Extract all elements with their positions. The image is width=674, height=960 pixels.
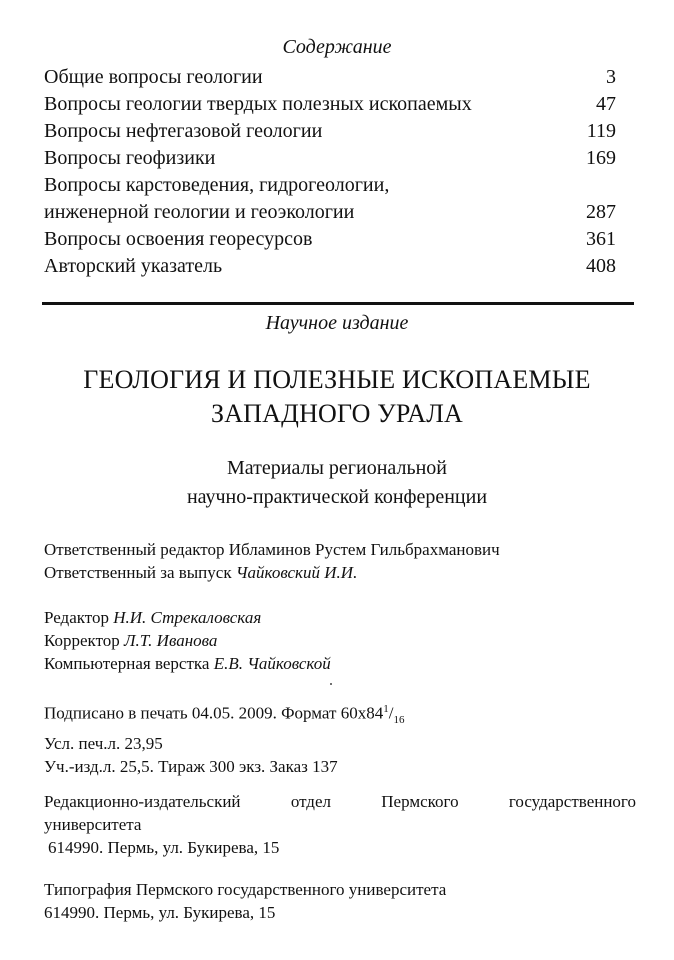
toc-page-number: 119 [586,120,616,142]
toc-page-number: 169 [586,147,616,169]
typography-info [44,878,636,924]
editor-line [44,606,636,629]
toc-title: Содержание [282,36,392,58]
book-subtitle [0,454,674,512]
typography-name: Типография Пермского государственного университета [44,880,447,899]
print-speck [330,683,332,685]
chief-editor-label: Ответственный редактор [44,540,225,559]
print-details [44,698,636,778]
table-of-contents [44,64,616,280]
toc-label: инженерной геологии и геоэкологии [44,201,355,223]
editorial-staff [44,606,636,675]
book-subtitle-line: научно-практической конференции [186,486,488,508]
layout-line [44,652,636,675]
toc-row [44,118,616,145]
toc-row [44,145,616,172]
printed-sheets-line: Усл. печ.л. 23,95 [44,734,163,754]
corrector-label: Корректор [44,631,120,650]
release-responsible-line [44,561,636,584]
toc-page-number: 408 [586,255,616,277]
signed-to-print-line: Подписано в печать 04.05. 2009. Формат $60х84^1/_{16}$ [44,703,405,727]
format-numerator: 1 [383,703,389,715]
toc-page-number: 287 [586,201,616,223]
release-responsible-label: Ответственный за выпуск [44,563,232,582]
toc-row [44,172,616,199]
toc-page-number: 3 [606,66,616,88]
typography-address: 614990. Пермь, ул. Букирева, 15 [44,903,276,922]
book-title-line: ГЕОЛОГИЯ И ПОЛЕЗНЫЕ ИСКОПАЕМЫЕ [83,365,591,394]
publisher-word: Редакционно-издательский [44,792,241,811]
toc-row [44,226,616,253]
publisher-info [44,790,636,859]
divider [42,302,634,305]
signed-to-print-text: Подписано в печать 04.05. 2009. Формат 60х84 [44,703,384,723]
publisher-sheets-line: Уч.-изд.л. 25,5. Тираж 300 экз. Заказ 137 [44,757,338,777]
edition-type: Научное издание [265,312,409,334]
publisher-address: 614990. Пермь, ул. Букирева, 15 [48,838,280,857]
editor-label: Редактор [44,608,109,627]
responsible-editors [44,538,636,584]
editor-name: Н.И. Стрекаловская [113,608,262,627]
toc-label: Авторский указатель [44,255,223,277]
publisher-name-line2: университета [44,815,142,834]
publisher-word: государственного [508,792,636,811]
toc-row [44,253,616,280]
toc-label: Вопросы карстоведения, гидрогеологии, [44,174,390,196]
book-title-line: ЗАПАДНОГО УРАЛА [210,399,464,428]
publisher-word: отдел [290,792,331,811]
toc-row [44,64,616,91]
release-responsible-name: Чайковский И.И. [235,563,358,582]
format-denominator: 16 [393,714,405,727]
toc-row [44,199,616,226]
toc-label: Вопросы освоения георесурсов [44,228,313,250]
toc-label: Вопросы геофизики [44,147,216,169]
layout-label: Компьютерная верстка [44,654,210,673]
corrector-name: Л.Т. Иванова [124,631,218,650]
toc-label: Общие вопросы геологии [44,66,263,88]
chief-editor-line [44,538,636,561]
layout-name: Е.В. Чайковской [213,654,331,673]
book-title [0,363,674,431]
publisher-name-line [44,790,636,813]
corrector-line [44,629,636,652]
chief-editor-name: Ибламинов Рустем Гильбрахманович [228,540,500,559]
publisher-word: Пермского [381,792,459,811]
toc-page-number: 361 [586,228,616,250]
toc-label: Вопросы нефтегазовой геологии [44,120,323,142]
book-subtitle-line: Материалы региональной [227,457,447,479]
toc-label: Вопросы геологии твердых полезных ископаемых [44,93,472,115]
toc-row [44,91,616,118]
toc-page-number: 47 [596,93,616,115]
